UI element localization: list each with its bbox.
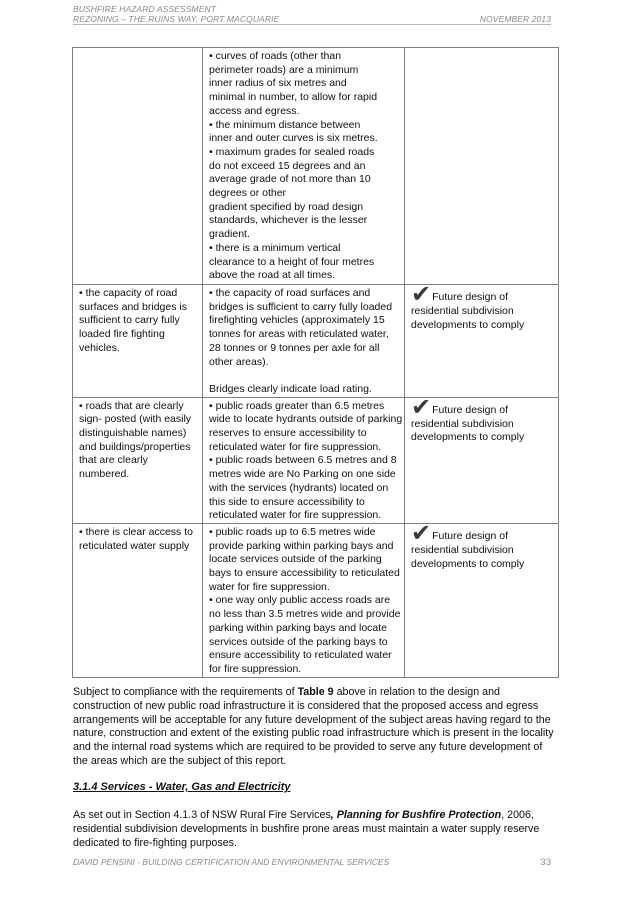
cell-line: water for fire suppression. bbox=[209, 580, 330, 593]
compliance-text: Future design of bbox=[432, 529, 508, 542]
cell-line: loaded fire fighting bbox=[79, 328, 165, 341]
cell-line: for fire suppression. bbox=[209, 662, 302, 675]
cell-line: locate services outside of the parking bbox=[209, 553, 382, 566]
cell-line: inner and outer curves is six metres. bbox=[209, 132, 378, 145]
table-row bbox=[73, 523, 559, 677]
cell-line: Bridges clearly indicate load rating. bbox=[209, 382, 372, 395]
cell-line: metres wide are No Parking on one side bbox=[209, 468, 396, 481]
cell-line: • one way only public access roads are bbox=[209, 594, 391, 607]
compliance-text: developments to comply bbox=[411, 318, 525, 331]
publication-title: , Planning for Bushfire Protection bbox=[330, 809, 502, 821]
cell-line: • the minimum distance between bbox=[209, 118, 361, 131]
table-cell-acceptable-solution bbox=[203, 523, 405, 677]
cell-line: • public roads greater than 6.5 metres bbox=[209, 399, 385, 412]
cell-line: degrees or other bbox=[209, 187, 287, 200]
table-cell-requirement bbox=[73, 397, 203, 523]
cell-line: • the capacity of road bbox=[79, 287, 178, 299]
cell-line: clearance to a height of four metres bbox=[209, 255, 375, 268]
compliance-text: residential subdivision bbox=[411, 417, 514, 430]
cell-line: • there is a minimum vertical bbox=[209, 241, 341, 254]
cell-line: • public roads between 6.5 metres and 8 bbox=[209, 454, 397, 467]
cell-line: numbered. bbox=[79, 468, 130, 481]
cell-line: • roads that are clearly bbox=[79, 399, 184, 412]
cell-line: reticulated water for fire suppression. bbox=[209, 440, 382, 453]
cell-line: distinguishable names) bbox=[79, 427, 187, 440]
cell-line: surfaces and bridges is bbox=[79, 300, 187, 313]
cell-line: 28 tonnes or 9 tonnes per axle for all bbox=[209, 341, 380, 354]
cell-line: reticulated water supply bbox=[79, 539, 190, 552]
compliance-text: developments to comply bbox=[411, 557, 525, 570]
services-paragraph: As set out in Section 4.1.3 of NSW Rural Fire Services, Planning for Bushfire Protection, 2006, residential subdivision developments in bushfire prone areas must maintain a water supply reserve dedicated to fire-fighting purposes. bbox=[73, 809, 540, 849]
cell-line: and buildings/properties bbox=[79, 440, 191, 453]
compliance-paragraph: Subject to compliance with the requirements of Table 9 above in relation to the design and construction of new public road infrastructure it is considered that the proposed access and egress arrangements will be acceptable for any future development of the subject areas having regard to the nature, construction and extent of the existing public road infrastructure which is present in the locality and the internal road systems which are required to be provided to serve any future development of the areas which are the subject of this report. bbox=[73, 686, 554, 767]
compliance-text: Future design of bbox=[432, 291, 508, 303]
cell-line: other areas). bbox=[209, 355, 269, 368]
compliance-text: developments to comply bbox=[411, 431, 525, 444]
table-reference: Table 9 bbox=[297, 686, 334, 698]
cell-line: with the services (hydrants) located on bbox=[209, 481, 389, 494]
header-date: NOVEMBER 2013 bbox=[479, 14, 551, 24]
cell-line: bays to ensure accessibility to reticulated bbox=[209, 567, 400, 580]
cell-line: • there is clear access to bbox=[79, 525, 193, 538]
cell-line: minimal in number, to allow for rapid bbox=[209, 91, 378, 104]
cell-line: that are clearly bbox=[79, 454, 148, 467]
cell-line: above the road at all times. bbox=[209, 269, 336, 282]
cell-line bbox=[209, 369, 399, 383]
table-cell-requirement bbox=[73, 48, 203, 285]
page-number: 33 bbox=[540, 857, 551, 868]
cell-line: this side to ensure accessibility to bbox=[209, 495, 365, 508]
table-cell-requirement bbox=[73, 285, 203, 398]
checkmark-icon: ✔ bbox=[411, 281, 432, 308]
cell-line: bridges is sufficient to carry fully loaded bbox=[209, 300, 393, 313]
header-divider bbox=[73, 24, 551, 25]
cell-line: firefighting vehicles (approximately 15 bbox=[209, 314, 385, 327]
table-row bbox=[73, 397, 559, 523]
cell-line: reticulated water for fire suppression. bbox=[209, 509, 382, 522]
cell-line: • the capacity of road surfaces and bbox=[209, 287, 371, 299]
cell-line: tonnes for areas with reticulated water, bbox=[209, 328, 389, 341]
table-cell-compliance bbox=[405, 48, 559, 285]
checkmark-icon: ✔ bbox=[411, 393, 432, 421]
header-subtitle: REZONING – THE RUINS WAY, PORT MACQUARIE bbox=[73, 14, 280, 24]
page-header bbox=[73, 4, 551, 24]
cell-line: reserves to ensure accessibility to bbox=[209, 427, 367, 440]
table-cell-compliance bbox=[405, 519, 559, 677]
cell-line: services outside of the parking bays to bbox=[209, 635, 388, 648]
cell-line: wide to locate hydrants outside of parking bbox=[209, 413, 403, 426]
compliance-text: Future design of bbox=[432, 403, 508, 416]
cell-line: vehicles. bbox=[79, 341, 120, 354]
cell-line: sign- posted (with easily bbox=[79, 413, 192, 426]
page-footer bbox=[73, 857, 551, 867]
cell-line: gradient specified by road design bbox=[209, 200, 364, 213]
table-cell-compliance bbox=[405, 281, 559, 398]
cell-line: • public roads up to 6.5 metres wide bbox=[209, 525, 376, 538]
table-cell-acceptable-solution bbox=[203, 397, 405, 523]
cell-line: average grade of not more than 10 bbox=[209, 173, 371, 186]
table-cell-compliance bbox=[405, 393, 559, 523]
cell-line: standards, whichever is the lesser bbox=[209, 214, 368, 227]
cell-line: access and egress. bbox=[209, 104, 300, 117]
table-cell-acceptable-solution bbox=[203, 285, 405, 398]
cell-line: ensure accessibility to reticulated water bbox=[209, 649, 392, 662]
compliance-text: residential subdivision bbox=[411, 543, 514, 556]
cell-line: gradient. bbox=[209, 228, 250, 241]
table-row bbox=[73, 285, 559, 398]
cell-line: • curves of roads (other than bbox=[209, 50, 342, 62]
cell-line: perimeter roads) are a minimum bbox=[209, 63, 359, 76]
table-cell-requirement bbox=[73, 523, 203, 677]
cell-line: inner radius of six metres and bbox=[209, 77, 347, 90]
table-cell-acceptable-solution bbox=[203, 48, 405, 285]
cell-line: • maximum grades for sealed roads bbox=[209, 145, 375, 158]
footer-text: DAVID PENSINI - BUILDING CERTIFICATION AND ENVIRONMENTAL SERVICES bbox=[73, 857, 390, 867]
section-heading: 3.1.4 Services - Water, Gas and Electricity bbox=[73, 781, 291, 793]
cell-line: no less than 3.5 metres wide and provide bbox=[209, 608, 401, 621]
header-title: BUSHFIRE HAZARD ASSESSMENT bbox=[73, 4, 217, 14]
cell-line: provide parking within parking bays and bbox=[209, 539, 394, 552]
requirements-table bbox=[72, 47, 559, 678]
compliance-text: residential subdivision bbox=[411, 305, 514, 317]
cell-line: parking within parking bays and locate bbox=[209, 621, 388, 634]
table-row bbox=[73, 48, 559, 285]
cell-line: do not exceed 15 degrees and an bbox=[209, 159, 366, 172]
checkmark-icon: ✔ bbox=[411, 519, 432, 547]
cell-line: sufficient to carry fully bbox=[79, 314, 180, 327]
